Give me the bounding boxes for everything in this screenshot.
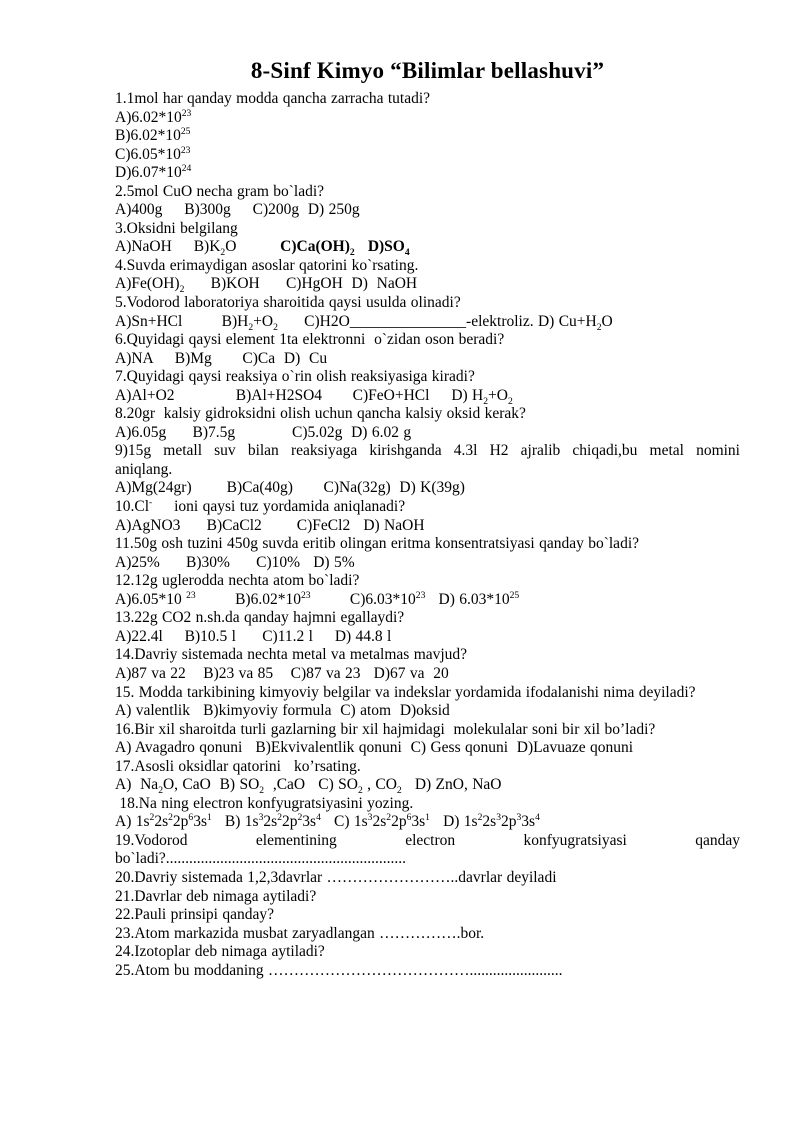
- doc-line: A) Avagadro qonuni B)Ekvivalentlik qonuni C) Gess qonuni D)Lavuaze qonuni: [115, 739, 634, 757]
- doc-line: 6.Quyidagi qaysi element 1ta elektronni o`zidan oson beradi?: [115, 331, 505, 349]
- doc-line: A)Al+O2 B)Al+H2SO4 C)FeO+HCl D) $H_2+O_2$: [115, 386, 513, 407]
- document-title: 8-Sinf Kimyo “Bilimlar bellashuvi”: [250, 58, 605, 83]
- doc-line: A)22.4l B)10.5 l C)11.2 l D) 44.8 l: [115, 627, 392, 645]
- doc-line: 25.Atom bu moddaning …………………………………........................: [115, 961, 563, 979]
- doc-line: 1.1mol har qanday modda qancha zarracha tutadi?: [115, 90, 431, 107]
- doc-line: $A)6.02*10^{23}$: [115, 107, 192, 126]
- doc-line: A)NA B)Mg C)Ca D) Cu: [115, 349, 328, 367]
- doc-line: 13.22g CO2 n.sh.da qanday hajmni egallaydi?: [115, 609, 405, 627]
- doc-line: 22.Pauli prinsipi qanday?: [115, 906, 274, 924]
- doc-line: 20.Davriy sistemada 1,2,3davrlar ……………………..davrlar deyiladi: [115, 868, 557, 886]
- doc-line: A)25% B)30% C)10% D) 5%: [115, 553, 355, 571]
- doc-line: 24.Izotoplar deb nimaga aytiladi?: [115, 943, 325, 961]
- doc-line: 12.12g uglerodda nechta atom bo`ladi?: [115, 572, 360, 590]
- doc-line: $B)6.02*10^{25}$: [115, 125, 191, 145]
- doc-line: A) $1s^22s^22p^63s^1$ B) $1s^32s^22p^23s^4$ C) $1s^32s^22p^63s^1$ D) $1s^22s^32p^33s^4$: [115, 812, 540, 831]
- doc-line: A)AgNO3 B)CaCl2 C)FeCl2 D) NaOH: [115, 516, 425, 534]
- doc-line: aniqlang.: [115, 460, 173, 478]
- doc-line: 14.Davriy sistemada nechta metal va metalmas mavjud?: [115, 646, 468, 664]
- doc-line: A) $Na_2O$, CaO B) $SO_2$ ,CaO C) $SO_2$ , $CO_2$ D) ZnO, NaO: [115, 776, 502, 797]
- doc-line: A)87 va 22 B)23 va 85 C)87 va 23 D)67 va 20: [115, 664, 449, 682]
- doc-line: bo`ladi?..............................................................: [115, 850, 407, 868]
- doc-line: $A)Fe(OH)_2$ B)KOH C)HgOH D) NaOH: [115, 275, 418, 296]
- doc-line: 10.Cl- ioni qaysi tuz yordamida aniqlanadi?: [115, 496, 406, 516]
- doc-line: 11.50g osh tuzini 450g suvda eritib olingan eritma konsentratsiyasi qanday bo`ladi?: [115, 535, 640, 553]
- doc-line: 17.Asosli oksidlar qatorini ko’rsating.: [115, 757, 361, 775]
- doc-line: A)6.05*10 $^{23}$ $B)6.02*10^{23}$ $C)6.03*10^{23}$ D) $6.03*10^{25}$: [115, 589, 520, 608]
- doc-line: 5.Vodorod laboratoriya sharoitida qaysi usulda olinadi?: [115, 294, 461, 312]
- doc-line: A)Sn+HCl $B)H_2+O_2$ C)H2O_______________-elektroliz. D) $Cu+H_2O$: [115, 312, 613, 333]
- doc-line: 18.Na ning electron konfyugratsiyasini yozing.: [115, 794, 414, 812]
- doc-line: $D)6.07*10^{24}$: [115, 163, 192, 182]
- doc-line: 7.Quyidagi qaysi reaksiya o`rin olish reaksiyasiga kiradi?: [115, 368, 475, 386]
- document-body: [115, 90, 740, 980]
- doc-line: 19.Vodorod elementining electron konfyugratsiyasi qanday: [115, 831, 740, 849]
- doc-line: A)400g B)300g C)200g D) 250g: [115, 201, 360, 219]
- doc-line: 9)15g metall suv bilan reaksiyaga kirishganda 4.3l H2 ajralib chiqadi,bu metal nomini: [115, 442, 740, 460]
- doc-line: 8.20gr kalsiy gidroksidni olish uchun qancha kalsiy oksid kerak?: [115, 405, 526, 423]
- doc-line: 23.Atom markazida musbat zaryadlangan …………….bor.: [115, 924, 485, 942]
- doc-line: A)NaOH $B)K_2O$ $C)Ca(OH)_2$ $D)SO_4$: [115, 238, 410, 259]
- doc-line: 3.Oksidni belgilang: [115, 219, 238, 237]
- doc-line: 21.Davrlar deb nimaga aytiladi?: [115, 887, 317, 905]
- doc-line: A)6.05g B)7.5g C)5.02g D) 6.02 g: [115, 423, 412, 441]
- doc-line: $C)6.05*10^{23}$: [115, 144, 191, 163]
- doc-line: 2.5mol CuO necha gram bo`ladi?: [115, 182, 325, 200]
- doc-line: A)Mg(24gr) B)Ca(40g) C)Na(32g) D) K(39g): [115, 479, 465, 497]
- doc-line: 15. Modda tarkibining kimyoviy belgilar va indekslar yordamida ifodalanishi nima deyiladi?: [115, 683, 696, 701]
- doc-line: 16.Bir xil sharoitda turli gazlarning bir xil hajmidagi molekulalar soni bir xil bo’ladi?: [115, 720, 656, 738]
- doc-line: 4.Suvda erimaydigan asoslar qatorini ko`rsating.: [115, 256, 419, 274]
- doc-line: A) valentlik B)kimyoviy formula C) atom D)oksid: [115, 702, 450, 720]
